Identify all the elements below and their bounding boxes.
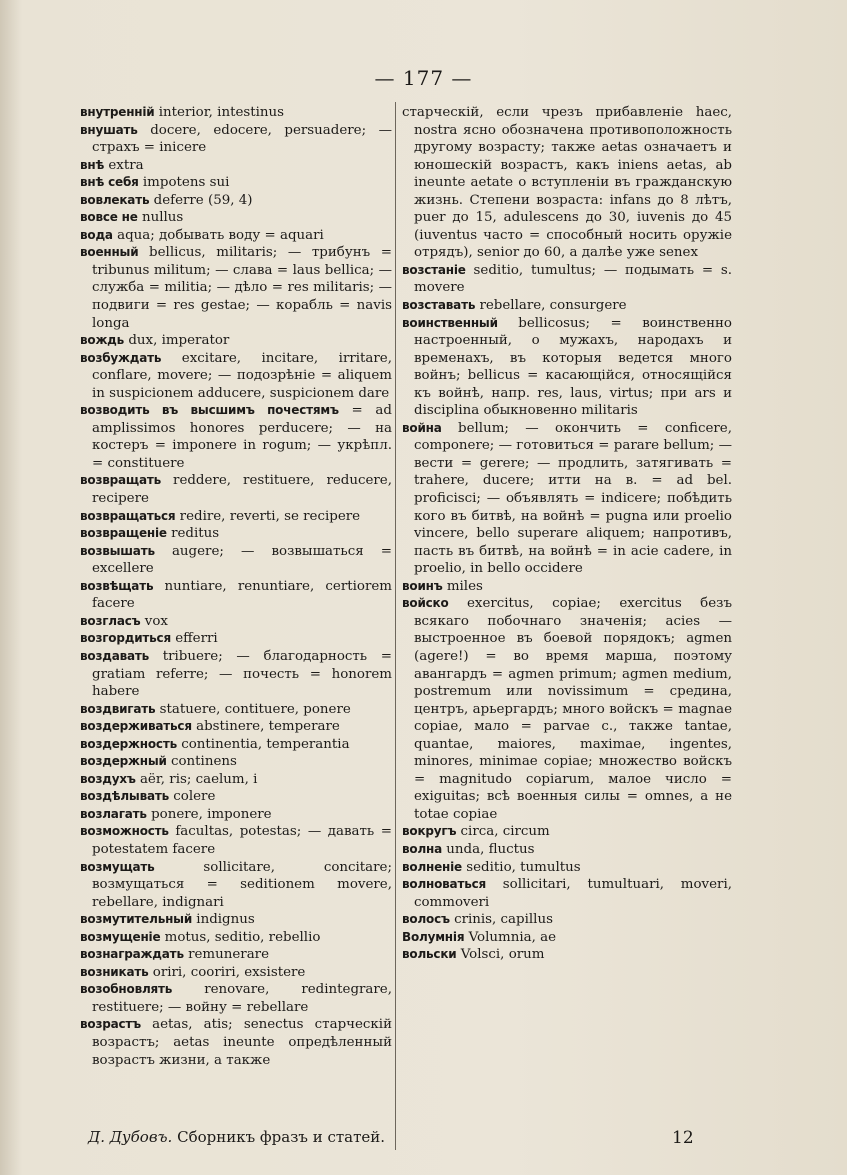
entry-translation: circa, circum xyxy=(456,824,550,840)
entry-headword: вода xyxy=(80,227,113,242)
entry-translation: oriri, cooriri, exsistere xyxy=(148,964,306,980)
dictionary-entry xyxy=(80,157,392,175)
entry-headword: войско xyxy=(402,596,449,611)
entry-translation: deferre (59, 4) xyxy=(149,192,253,208)
entry-translation: bellicus, militaris; — трибунъ = tribunus militum; — слава = laus bellica; — служба = militia; — дѣло = res militaris; — подвиги = res gestae; — корабль = navis longa xyxy=(92,245,392,331)
entry-translation: ponere, imponere xyxy=(146,806,272,822)
dictionary-entry xyxy=(80,578,392,613)
dictionary-entry xyxy=(80,736,392,754)
entry-translation: unda, fluctus xyxy=(442,841,535,857)
dictionary-entry xyxy=(402,420,732,578)
entry-headword: вознаграждать xyxy=(80,947,184,962)
entry-headword: возвѣщать xyxy=(80,578,154,593)
entry-translation: exercitus, copiae; exercitus безъ всякаго побочнаго значенія; acies — выстроенное въ боевой порядокъ; agmen (agere!) = во время марша, поэтому авангардъ = agmen primum; agmen medium, postremum или novissimum = средина, центръ, арьергардъ; много войскъ = magnae copiae, мало = parvae c., также tantae, quantae, maiores, maximae, ingentes, minores, minimae copiae; множество войскъ = magnitudo copiarum, малое число = exiguitas; всѣ военныя силы = omnes, а не totae copiae xyxy=(414,596,732,822)
entry-headword: возлагать xyxy=(80,806,147,821)
dictionary-entry xyxy=(80,227,392,245)
dictionary-entry xyxy=(402,876,732,911)
entry-headword: вольски xyxy=(402,947,457,962)
entry-translation: continens xyxy=(166,754,237,770)
dictionary-entry xyxy=(402,859,732,877)
entry-headword: Волумнія xyxy=(402,929,465,944)
column-divider xyxy=(395,102,396,1150)
entry-headword: внутренній xyxy=(80,105,155,119)
dictionary-entry xyxy=(80,192,392,210)
dictionary-entry xyxy=(80,508,392,526)
entry-headword: внушать xyxy=(80,122,138,137)
entry-translation: docere, edocere, persuadere; — страхъ = inicere xyxy=(92,122,392,156)
entry-translation: sollicitare, concitare; возмущаться = seditionem movere, rebellare, indignari xyxy=(92,859,392,910)
entry-headword: вовсе не xyxy=(80,210,138,225)
entry-headword: воздвигать xyxy=(80,701,156,716)
dictionary-entry xyxy=(80,613,392,631)
entry-headword: вовлекать xyxy=(80,192,150,207)
dictionary-entry xyxy=(80,402,392,472)
entry-translation: indignus xyxy=(192,912,255,928)
entry-headword: волненіе xyxy=(402,859,462,874)
entry-translation: bellum; — окончить = conficere, componere; — готовиться = parare bellum; — вести = gerere; — продлить, затягивать = trahere, ducere; итти на в. = ad bel. proficisci; — объявлять = indicere; побѣдить кого въ битвѣ, на войнѣ = pugna или proelio vincere, bello superare aliquem; напротивъ, пасть въ битвѣ, на войнѣ = in acie cadere, in proelio, in bello occidere xyxy=(414,420,732,577)
entry-translation: nullus xyxy=(137,210,184,226)
entry-headword: возбуждать xyxy=(80,350,162,365)
dictionary-entry xyxy=(80,1016,392,1069)
dictionary-entry xyxy=(80,946,392,964)
entry-translation: continentia, temperantia xyxy=(176,736,350,752)
entry-translation: extra xyxy=(104,157,144,173)
dictionary-entry xyxy=(80,122,392,157)
entry-headword: возмущеніе xyxy=(80,929,161,944)
entry-translation: augere; — возвышаться = excellere xyxy=(92,543,392,577)
entry-translation: bellicosus; = воинственно настроенный, о мужахъ, народахъ и временахъ, въ которыя ведется много войнъ; bellicus = касающійся, относящійся къ войнѣ, напр. res, laus, virtus; при ars и disciplina обыкновенно militaris xyxy=(414,315,732,419)
dictionary-entry xyxy=(80,350,392,403)
entry-translation: motus, seditio, rebellio xyxy=(160,929,321,945)
entry-translation: aetas, atis; senectus старческій возрастъ; aetas ineunte опредѣленный возрастъ жизни, а также xyxy=(92,1017,392,1068)
entry-headword: воздержность xyxy=(80,736,177,751)
dictionary-entry xyxy=(80,929,392,947)
entry-translation: reddere, restituere, reducere, recipere xyxy=(92,473,392,507)
dictionary-entry xyxy=(402,911,732,929)
entry-translation: sollicitari, tumultuari, moveri, commoveri xyxy=(414,877,732,910)
entry-headword: возвышать xyxy=(80,543,155,558)
dictionary-entry xyxy=(402,823,732,841)
entry-headword: возникать xyxy=(80,964,149,979)
entry-headword: возрастъ xyxy=(80,1017,141,1032)
entry-headword: возвращать xyxy=(80,473,161,488)
dictionary-entry xyxy=(80,981,392,1016)
entry-headword: возмущать xyxy=(80,859,155,874)
entry-translation: dux, imperator xyxy=(124,333,230,349)
dictionary-entry xyxy=(402,578,732,596)
dictionary-entry xyxy=(402,104,732,262)
entry-translation: старческій, если чрезъ прибавленіе haec, nostra ясно обозначена противоположность другому возрасту; также aetas означаетъ и юношескій возрастъ, какъ iniens aetas, ab ineunte aetate о вступленіи въ гражданскую жизнь. Степени возраста: infans до 8 лѣтъ, puer до 15, adulescens до 30, iuvenis до 45 (iuventus часто = способный носить оружіе отрядъ), senior до 60, а далѣе уже senex xyxy=(402,105,732,261)
entry-headword: внѣ xyxy=(80,157,105,172)
dictionary-entry xyxy=(80,911,392,929)
entry-headword: воздерживаться xyxy=(80,719,192,734)
entry-translation: Volumnia, ae xyxy=(464,929,557,945)
dictionary-entry xyxy=(80,718,392,736)
entry-translation: efferri xyxy=(170,631,218,647)
entry-translation: remunerare xyxy=(183,947,270,963)
entry-headword: внѣ себя xyxy=(80,175,139,190)
dictionary-entry xyxy=(80,701,392,719)
entry-translation: excitare, incitare, irritare, conflare, movere; — подозрѣніе = aliquem in suspicionem adducere, suspicionem dare xyxy=(92,350,392,401)
entry-translation: seditio, tumultus; — подымать = s. movere xyxy=(414,262,732,296)
dictionary-entry xyxy=(402,841,732,859)
dictionary-entry xyxy=(80,174,392,192)
dictionary-entry xyxy=(80,753,392,771)
sheet-number: 12 xyxy=(672,1128,694,1148)
page-number: — 177 — xyxy=(374,66,473,90)
entry-headword: воздѣлывать xyxy=(80,789,170,804)
entry-headword: воинственный xyxy=(402,315,498,330)
dictionary-entry xyxy=(80,964,392,982)
entry-headword: волосъ xyxy=(402,912,450,927)
entry-translation: renovare, redintegrare, restituere; — войну = rebellare xyxy=(92,982,392,1015)
entry-headword: воздухъ xyxy=(80,771,136,786)
entry-headword: возобновлять xyxy=(80,982,173,997)
dictionary-entry xyxy=(80,771,392,789)
entry-headword: волна xyxy=(402,841,443,856)
entry-translation: vox xyxy=(140,613,168,629)
entry-headword: возставать xyxy=(402,298,476,313)
entry-headword: воинъ xyxy=(402,578,443,593)
entry-translation: redire, reverti, se recipere xyxy=(175,508,361,524)
entry-translation: miles xyxy=(442,578,483,594)
dictionary-entry xyxy=(80,630,392,648)
entry-headword: возгласъ xyxy=(80,613,141,628)
entry-headword: вокругъ xyxy=(402,824,457,839)
footer-title: Сборникъ фразъ и статей. xyxy=(177,1128,386,1146)
footer-author: Д. Дубовъ. xyxy=(88,1128,173,1146)
right-column xyxy=(402,104,732,964)
entry-translation: facultas, potestas; — давать = potestatem facere xyxy=(92,824,392,857)
dictionary-entry xyxy=(80,806,392,824)
entry-translation: reditus xyxy=(166,526,220,542)
entry-headword: волноваться xyxy=(402,877,487,892)
dictionary-entry xyxy=(402,297,732,315)
entry-headword: воздержный xyxy=(80,754,167,769)
entry-headword: военный xyxy=(80,245,139,260)
dictionary-entry xyxy=(80,543,392,578)
dictionary-entry xyxy=(80,788,392,806)
entry-translation: interior, intestinus xyxy=(154,105,285,120)
dictionary-entry xyxy=(80,332,392,350)
left-column xyxy=(80,104,392,1069)
dictionary-entry xyxy=(80,104,392,122)
dictionary-entry xyxy=(80,244,392,332)
entry-headword: возвращаться xyxy=(80,508,176,523)
entry-headword: возмутительный xyxy=(80,912,193,927)
entry-translation: abstinere, temperare xyxy=(191,719,340,735)
entry-headword: вождь xyxy=(80,333,125,348)
entry-translation: crinis, capillus xyxy=(449,912,553,928)
entry-translation: = ad amplissimos honores perducere; — на костеръ = imponere in rogum; — укрѣпл. = constituere xyxy=(92,403,392,471)
entry-headword: возвращеніе xyxy=(80,526,167,541)
dictionary-entry xyxy=(80,472,392,507)
dictionary-entry xyxy=(80,823,392,858)
dictionary-entry xyxy=(80,525,392,543)
entry-headword: война xyxy=(402,420,442,435)
entry-headword: возгордиться xyxy=(80,631,171,646)
entry-headword: воздавать xyxy=(80,648,150,663)
dictionary-entry xyxy=(402,595,732,823)
page-footer xyxy=(88,1128,708,1146)
dictionary-entry xyxy=(402,946,732,964)
entry-translation: tribuere; — благодарность = gratiam referre; — почесть = honorem habere xyxy=(92,648,392,700)
entry-translation: aër, ris; caelum, i xyxy=(135,771,258,787)
dictionary-entry xyxy=(402,315,732,420)
dictionary-entry xyxy=(402,929,732,947)
entry-translation: rebellare, consurgere xyxy=(475,298,627,314)
entry-translation: aqua; добывать воду = aquari xyxy=(112,227,324,243)
dictionary-entry xyxy=(402,262,732,297)
entry-translation: colere xyxy=(169,789,216,805)
entry-translation: Volsci, orum xyxy=(456,947,545,963)
entry-translation: impotens sui xyxy=(138,175,230,191)
dictionary-entry xyxy=(80,209,392,227)
entry-headword: возводить въ высшимъ почестямъ xyxy=(80,403,339,418)
entry-translation: nuntiare, renuntiare, certiorem facere xyxy=(92,578,392,612)
entry-headword: возстаніе xyxy=(402,262,466,277)
dictionary-entry xyxy=(80,648,392,701)
entry-translation: statuere, contituere, ponere xyxy=(155,701,351,717)
entry-headword: возможность xyxy=(80,824,169,839)
dictionary-entry xyxy=(80,859,392,912)
entry-translation: seditio, tumultus xyxy=(462,859,581,875)
